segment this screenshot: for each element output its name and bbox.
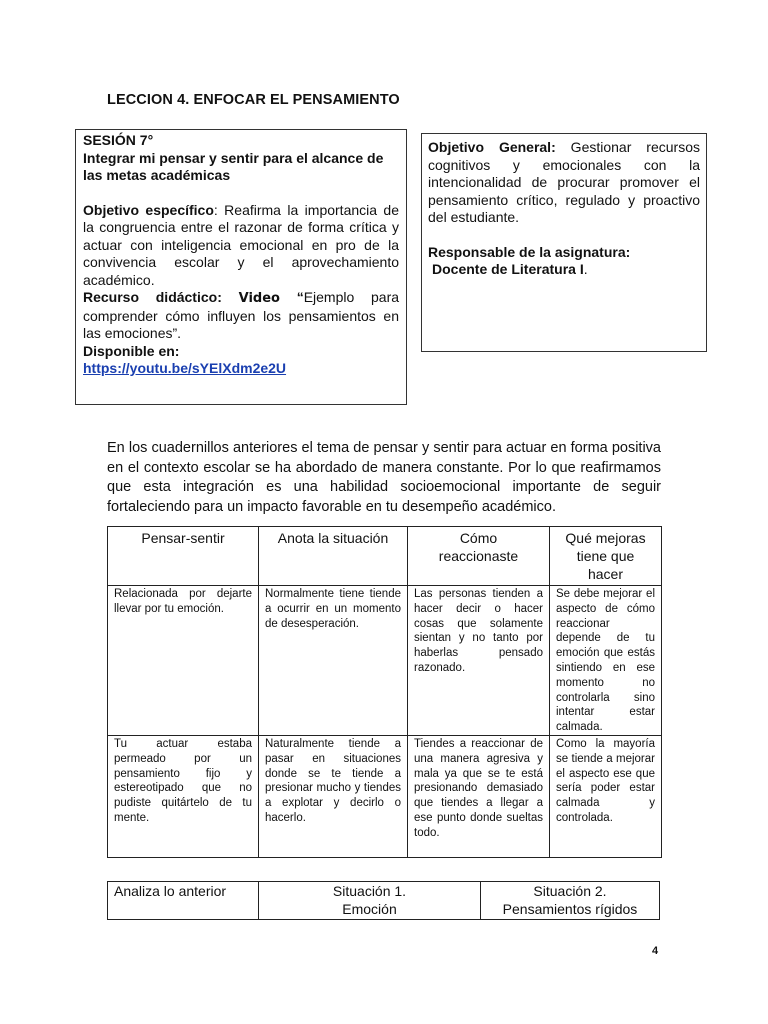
situation-1-title: Situación 1. bbox=[332, 883, 407, 899]
didactic-resource bbox=[83, 289, 399, 343]
specific-objective-text: : Reafirma la importancia de la congruencia entre el razonar de forma crítica y actuar con inteligencia emocional en pro de la convivencia escolar y el aprovechamiento académico. bbox=[83, 201, 400, 288]
table-cell: Tu actuar estaba permeado por un pensamiento fijo y estereotipado que no pudiste quitártelo de tu mente. bbox=[108, 735, 259, 857]
table-cell: Normalmente tiene tiende a ocurrir en un momento de desesperación. bbox=[259, 586, 408, 736]
responsible-end: . bbox=[583, 261, 588, 277]
specific-objective-label: Objetivo específico bbox=[83, 201, 214, 218]
page-number: 4 bbox=[652, 945, 659, 957]
session-box bbox=[75, 129, 407, 405]
general-objective-label: Objetivo General: bbox=[428, 139, 556, 155]
table-cell: Las personas tienden a hacer decir o hacer cosas que solamente sientan y no tanto por haberlas pensado razonado. bbox=[408, 586, 550, 736]
resource-open-quote: “ bbox=[296, 289, 304, 305]
resource-type: Video bbox=[238, 291, 280, 306]
responsible-label: Responsable de la asignatura: bbox=[428, 243, 631, 260]
video-link[interactable]: https://youtu.be/sYElXdm2e2U bbox=[83, 360, 287, 376]
situation-1-subtitle: Emoción bbox=[342, 900, 397, 917]
responsible-value: Docente de Literatura I bbox=[432, 261, 584, 277]
table-row bbox=[108, 586, 662, 736]
header-que-mejoras: Qué mejoras tiene que hacer bbox=[550, 527, 662, 586]
header-pensar-sentir: Pensar-sentir bbox=[108, 527, 259, 586]
reflection-table bbox=[107, 526, 662, 858]
analysis-table bbox=[107, 881, 660, 920]
situation-2-cell bbox=[481, 882, 660, 920]
header-como-reaccionaste: Cómo reaccionaste bbox=[408, 527, 550, 586]
general-objective-text: Gestionar recursos cognitivos y emocionales con la intencionalidad de procurar promover el pensamiento crítico, regulado y proactivo del estudiante. bbox=[428, 139, 700, 225]
available-label: Disponible en: bbox=[83, 342, 180, 359]
table-cell: Relacionada por dejarte llevar por tu emoción. bbox=[108, 586, 259, 736]
header-anota-situacion: Anota la situación bbox=[259, 527, 408, 586]
intro-paragraph: En los cuadernillos anteriores el tema de pensar y sentir para actuar en forma positiva en el contexto escolar se ha abordado de manera constante. Por lo que reafirmamos que esta integración es una habilidad socioemocional importante de seguir fortaleciendo para un impacto favorable en tu desempeño académico. bbox=[107, 440, 661, 515]
table-cell: Tiendes a reaccionar de una manera agresiva y mala ya que se te está presionando demasiado que tiendes a llegar a ese punto donde sueltas todo. bbox=[408, 735, 550, 857]
general-objective bbox=[428, 139, 700, 227]
lesson-title: LECCION 4. ENFOCAR EL PENSAMIENTO bbox=[107, 92, 400, 108]
table-row bbox=[108, 735, 662, 857]
situation-2-title: Situación 2. bbox=[533, 883, 607, 899]
table-cell: Como la mayoría se tiende a mejorar el aspecto ese que sería poder estar calmada y controlada. bbox=[550, 735, 662, 857]
session-label: SESIÓN 7° bbox=[83, 132, 154, 148]
specific-objective bbox=[83, 202, 399, 290]
session-title: Integrar mi pensar y sentir para el alcance de las metas académicas bbox=[83, 149, 384, 183]
table-cell: Se debe mejorar el aspecto de cómo reaccionar depende de tu emoción que estás sintiendo en ese momento no controlarla sino intentar estar calmada. bbox=[550, 586, 662, 736]
table-cell: Naturalmente tiende a pasar en situaciones donde se te tiende a presionar mucho y tiendes a explotar y decirlo o hacerlo. bbox=[259, 735, 408, 857]
analysis-label: Analiza lo anterior bbox=[108, 882, 259, 920]
responsible-line bbox=[428, 261, 700, 279]
resource-label: Recurso didáctico: bbox=[83, 289, 222, 305]
situation-2-subtitle: Pensamientos rígidos bbox=[502, 900, 638, 917]
general-objective-box bbox=[421, 133, 707, 352]
table-header-row bbox=[108, 527, 662, 586]
resource-text: Ejemplo para comprender cómo influyen los pensamientos en las emociones”. bbox=[83, 289, 400, 341]
situation-1-cell bbox=[259, 882, 481, 920]
analysis-row bbox=[108, 882, 660, 920]
